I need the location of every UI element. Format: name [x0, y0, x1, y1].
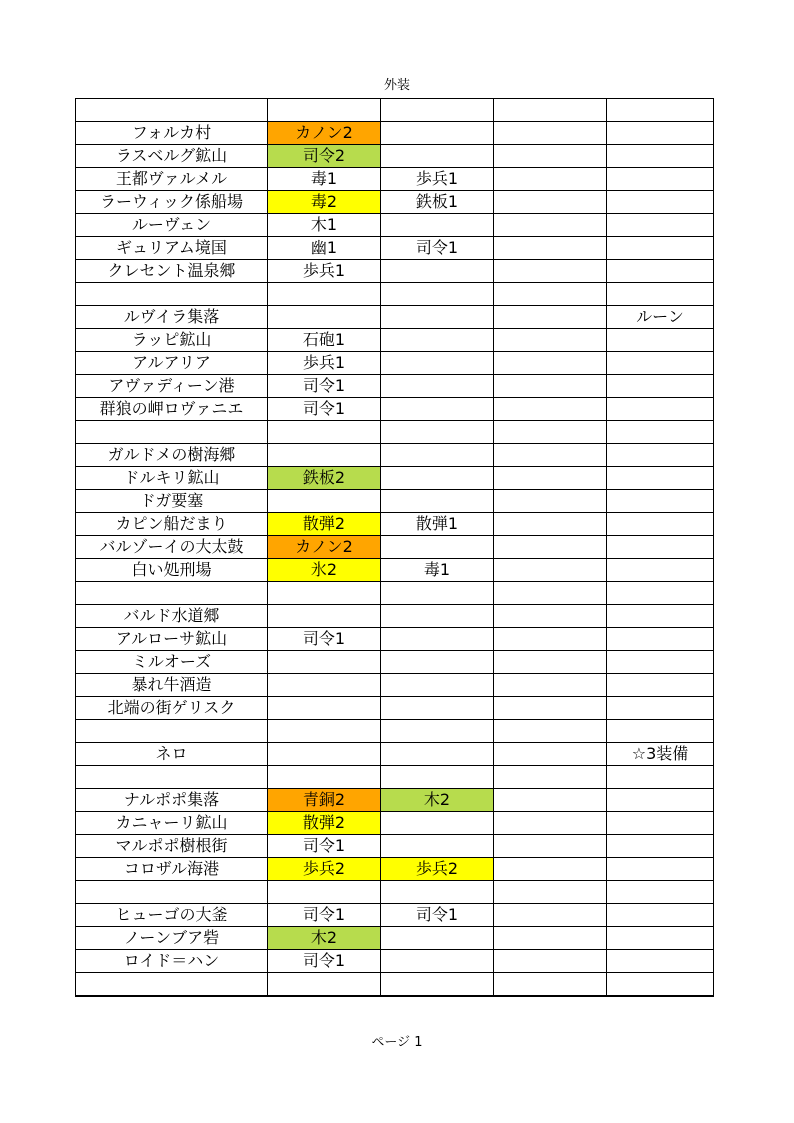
- material-cell-1[interactable]: [268, 743, 381, 766]
- location-cell[interactable]: ラッピ鉱山: [76, 329, 268, 352]
- material-cell-1[interactable]: [268, 444, 381, 467]
- location-cell[interactable]: コロザル海港: [76, 858, 268, 881]
- note-cell[interactable]: [607, 145, 714, 168]
- material-cell-2[interactable]: [381, 812, 494, 835]
- material-cell-1[interactable]: 氷2: [268, 559, 381, 582]
- material-cell-1[interactable]: 歩兵1: [268, 260, 381, 283]
- location-cell[interactable]: ギュリアム境国: [76, 237, 268, 260]
- note-cell[interactable]: [607, 605, 714, 628]
- material-cell-3[interactable]: [494, 352, 607, 375]
- material-cell-1[interactable]: [268, 674, 381, 697]
- note-cell[interactable]: [607, 651, 714, 674]
- table-row: [76, 559, 714, 582]
- table-row: [76, 536, 714, 559]
- note-cell[interactable]: [607, 490, 714, 513]
- location-cell[interactable]: ロイド＝ハン: [76, 950, 268, 973]
- table-row: [76, 237, 714, 260]
- material-cell-1[interactable]: [268, 881, 381, 904]
- material-cell-1[interactable]: 司令1: [268, 398, 381, 421]
- table-row: [76, 674, 714, 697]
- location-cell[interactable]: アヴァディーン港: [76, 375, 268, 398]
- material-cell-3[interactable]: [494, 812, 607, 835]
- location-cell[interactable]: [76, 99, 268, 122]
- material-cell-1[interactable]: 青銅2: [268, 789, 381, 812]
- material-cell-1[interactable]: 司令1: [268, 628, 381, 651]
- location-cell[interactable]: ルヴイラ集落: [76, 306, 268, 329]
- location-cell[interactable]: 王都ヴァルメル: [76, 168, 268, 191]
- material-cell-2[interactable]: [381, 444, 494, 467]
- table-row: [76, 444, 714, 467]
- material-cell-1[interactable]: 歩兵1: [268, 352, 381, 375]
- location-cell[interactable]: 暴れ牛酒造: [76, 674, 268, 697]
- material-cell-3[interactable]: [494, 651, 607, 674]
- location-cell[interactable]: クレセント温泉郷: [76, 260, 268, 283]
- material-cell-2[interactable]: [381, 536, 494, 559]
- note-cell[interactable]: [607, 168, 714, 191]
- material-cell-3[interactable]: [494, 536, 607, 559]
- location-cell[interactable]: [76, 720, 268, 743]
- material-cell-2[interactable]: [381, 674, 494, 697]
- note-cell[interactable]: [607, 352, 714, 375]
- note-cell[interactable]: [607, 513, 714, 536]
- note-cell[interactable]: [607, 881, 714, 904]
- material-cell-1[interactable]: [268, 605, 381, 628]
- material-cell-2[interactable]: [381, 927, 494, 950]
- material-cell-2[interactable]: [381, 605, 494, 628]
- note-cell[interactable]: ☆3装備: [607, 743, 714, 766]
- material-cell-2[interactable]: [381, 122, 494, 145]
- note-cell[interactable]: [607, 283, 714, 306]
- material-cell-3[interactable]: [494, 858, 607, 881]
- table-row: [76, 950, 714, 973]
- material-cell-1[interactable]: 司令1: [268, 375, 381, 398]
- note-cell[interactable]: [607, 444, 714, 467]
- table-row: [76, 628, 714, 651]
- table-row: [76, 352, 714, 375]
- page-footer: ページ 1: [371, 1035, 423, 1050]
- location-cell[interactable]: ルーヴェン: [76, 214, 268, 237]
- table-row: [76, 927, 714, 950]
- material-cell-1[interactable]: 幽1: [268, 237, 381, 260]
- material-cell-1[interactable]: 歩兵2: [268, 858, 381, 881]
- material-cell-2[interactable]: [381, 398, 494, 421]
- table-row: [76, 973, 714, 997]
- material-cell-3[interactable]: [494, 513, 607, 536]
- note-cell[interactable]: [607, 375, 714, 398]
- location-cell[interactable]: ミルオーズ: [76, 651, 268, 674]
- location-cell[interactable]: ネロ: [76, 743, 268, 766]
- material-cell-3[interactable]: [494, 973, 607, 997]
- note-cell[interactable]: [607, 858, 714, 881]
- material-cell-2[interactable]: [381, 283, 494, 306]
- material-cell-3[interactable]: [494, 237, 607, 260]
- material-cell-1[interactable]: 司令1: [268, 835, 381, 858]
- material-cell-1[interactable]: カノン2: [268, 536, 381, 559]
- material-cell-3[interactable]: [494, 444, 607, 467]
- location-cell[interactable]: 北端の街ゲリスク: [76, 697, 268, 720]
- material-cell-2[interactable]: [381, 306, 494, 329]
- note-cell[interactable]: [607, 467, 714, 490]
- note-cell[interactable]: [607, 766, 714, 789]
- note-cell[interactable]: [607, 697, 714, 720]
- location-cell[interactable]: ドルキリ鉱山: [76, 467, 268, 490]
- material-cell-1[interactable]: 鉄板2: [268, 467, 381, 490]
- note-cell[interactable]: [607, 674, 714, 697]
- location-cell[interactable]: [76, 421, 268, 444]
- note-cell[interactable]: [607, 628, 714, 651]
- material-cell-3[interactable]: [494, 168, 607, 191]
- material-cell-3[interactable]: [494, 306, 607, 329]
- table-row: [76, 835, 714, 858]
- table-row: [76, 398, 714, 421]
- material-cell-1[interactable]: [268, 283, 381, 306]
- table-row: [76, 881, 714, 904]
- table-row: [76, 283, 714, 306]
- material-cell-3[interactable]: [494, 467, 607, 490]
- material-cell-2[interactable]: [381, 145, 494, 168]
- spreadsheet-table: [75, 98, 714, 997]
- location-cell[interactable]: アルアリア: [76, 352, 268, 375]
- table-row: [76, 582, 714, 605]
- material-cell-1[interactable]: 散弾2: [268, 513, 381, 536]
- table-row: [76, 421, 714, 444]
- material-cell-3[interactable]: [494, 766, 607, 789]
- table-row: [76, 651, 714, 674]
- material-cell-3[interactable]: [494, 283, 607, 306]
- table-row: [76, 168, 714, 191]
- table-row: [76, 214, 714, 237]
- location-cell[interactable]: [76, 283, 268, 306]
- material-cell-2[interactable]: 歩兵1: [381, 168, 494, 191]
- note-cell[interactable]: [607, 950, 714, 973]
- material-cell-1[interactable]: 司令1: [268, 950, 381, 973]
- material-cell-2[interactable]: 歩兵2: [381, 858, 494, 881]
- material-cell-1[interactable]: 木2: [268, 927, 381, 950]
- location-cell[interactable]: 群狼の岬ロヴァニエ: [76, 398, 268, 421]
- material-cell-3[interactable]: [494, 582, 607, 605]
- table-row: [76, 858, 714, 881]
- location-cell[interactable]: ナルポポ集落: [76, 789, 268, 812]
- material-cell-2[interactable]: [381, 582, 494, 605]
- table-row: [76, 375, 714, 398]
- material-cell-3[interactable]: [494, 743, 607, 766]
- material-cell-2[interactable]: [381, 881, 494, 904]
- material-cell-3[interactable]: [494, 375, 607, 398]
- material-cell-1[interactable]: [268, 306, 381, 329]
- material-cell-1[interactable]: 石砲1: [268, 329, 381, 352]
- material-cell-1[interactable]: 司令1: [268, 904, 381, 927]
- note-cell[interactable]: [607, 421, 714, 444]
- material-cell-2[interactable]: [381, 260, 494, 283]
- material-cell-1[interactable]: [268, 421, 381, 444]
- material-cell-2[interactable]: [381, 743, 494, 766]
- note-cell[interactable]: [607, 214, 714, 237]
- material-cell-2[interactable]: 司令1: [381, 237, 494, 260]
- note-cell[interactable]: [607, 237, 714, 260]
- note-cell[interactable]: [607, 329, 714, 352]
- material-cell-3[interactable]: [494, 99, 607, 122]
- table-row: [76, 720, 714, 743]
- material-cell-1[interactable]: [268, 99, 381, 122]
- material-cell-2[interactable]: [381, 99, 494, 122]
- location-cell[interactable]: [76, 582, 268, 605]
- material-cell-1[interactable]: [268, 697, 381, 720]
- table-row: [76, 99, 714, 122]
- material-cell-3[interactable]: [494, 835, 607, 858]
- material-cell-3[interactable]: [494, 398, 607, 421]
- table-row: [76, 260, 714, 283]
- table-row: [76, 191, 714, 214]
- material-cell-3[interactable]: [494, 490, 607, 513]
- table-row: [76, 306, 714, 329]
- material-cell-2[interactable]: 木2: [381, 789, 494, 812]
- note-cell[interactable]: [607, 582, 714, 605]
- page-header: 外装: [383, 78, 410, 93]
- material-cell-2[interactable]: [381, 651, 494, 674]
- material-cell-1[interactable]: [268, 490, 381, 513]
- table-row: [76, 329, 714, 352]
- material-cell-2[interactable]: [381, 375, 494, 398]
- material-cell-1[interactable]: 散弾2: [268, 812, 381, 835]
- material-cell-3[interactable]: [494, 122, 607, 145]
- material-cell-2[interactable]: [381, 628, 494, 651]
- material-cell-3[interactable]: [494, 927, 607, 950]
- material-cell-3[interactable]: [494, 789, 607, 812]
- table-row: [76, 513, 714, 536]
- material-cell-2[interactable]: 毒1: [381, 559, 494, 582]
- note-cell[interactable]: [607, 559, 714, 582]
- note-cell[interactable]: [607, 720, 714, 743]
- location-cell[interactable]: [76, 973, 268, 997]
- note-cell[interactable]: [607, 789, 714, 812]
- material-cell-1[interactable]: [268, 720, 381, 743]
- location-cell[interactable]: ガルドメの樹海郷: [76, 444, 268, 467]
- material-cell-3[interactable]: [494, 881, 607, 904]
- table-row: [76, 743, 714, 766]
- note-cell[interactable]: [607, 835, 714, 858]
- material-cell-2[interactable]: [381, 214, 494, 237]
- note-cell[interactable]: [607, 927, 714, 950]
- material-cell-3[interactable]: [494, 559, 607, 582]
- table-body: [76, 99, 714, 997]
- material-cell-3[interactable]: [494, 260, 607, 283]
- note-cell[interactable]: [607, 260, 714, 283]
- location-cell[interactable]: ノーンブア砦: [76, 927, 268, 950]
- material-cell-1[interactable]: 毒2: [268, 191, 381, 214]
- table-row: [76, 789, 714, 812]
- material-cell-2[interactable]: [381, 352, 494, 375]
- note-cell[interactable]: [607, 904, 714, 927]
- location-cell[interactable]: フォルカ村: [76, 122, 268, 145]
- material-cell-1[interactable]: [268, 766, 381, 789]
- location-cell[interactable]: バルド水道郷: [76, 605, 268, 628]
- material-cell-3[interactable]: [494, 950, 607, 973]
- material-cell-1[interactable]: 司令2: [268, 145, 381, 168]
- location-cell[interactable]: ラスベルグ鉱山: [76, 145, 268, 168]
- table-row: [76, 904, 714, 927]
- material-cell-2[interactable]: 鉄板1: [381, 191, 494, 214]
- location-cell[interactable]: バルゾーイの大太鼓: [76, 536, 268, 559]
- material-cell-3[interactable]: [494, 628, 607, 651]
- material-cell-3[interactable]: [494, 214, 607, 237]
- location-cell[interactable]: ラーウィック係船場: [76, 191, 268, 214]
- material-cell-3[interactable]: [494, 674, 607, 697]
- material-cell-3[interactable]: [494, 904, 607, 927]
- note-cell[interactable]: [607, 973, 714, 997]
- table-row: [76, 605, 714, 628]
- material-cell-1[interactable]: 毒1: [268, 168, 381, 191]
- table-row: [76, 766, 714, 789]
- material-cell-1[interactable]: [268, 582, 381, 605]
- material-cell-3[interactable]: [494, 605, 607, 628]
- table-row: [76, 145, 714, 168]
- material-cell-3[interactable]: [494, 720, 607, 743]
- material-cell-1[interactable]: 木1: [268, 214, 381, 237]
- table-row: [76, 697, 714, 720]
- note-cell[interactable]: [607, 536, 714, 559]
- material-cell-3[interactable]: [494, 145, 607, 168]
- material-cell-1[interactable]: [268, 651, 381, 674]
- location-cell[interactable]: マルポポ樹根街: [76, 835, 268, 858]
- material-cell-2[interactable]: [381, 766, 494, 789]
- table-row: [76, 467, 714, 490]
- material-cell-2[interactable]: [381, 697, 494, 720]
- material-cell-2[interactable]: 司令1: [381, 904, 494, 927]
- material-cell-3[interactable]: [494, 421, 607, 444]
- note-cell[interactable]: [607, 191, 714, 214]
- material-cell-2[interactable]: [381, 973, 494, 997]
- material-cell-2[interactable]: [381, 421, 494, 444]
- material-cell-2[interactable]: [381, 467, 494, 490]
- location-cell[interactable]: [76, 766, 268, 789]
- material-cell-2[interactable]: [381, 950, 494, 973]
- location-cell[interactable]: ヒューゴの大釜: [76, 904, 268, 927]
- location-cell[interactable]: 白い処刑場: [76, 559, 268, 582]
- note-cell[interactable]: ルーン: [607, 306, 714, 329]
- material-cell-1[interactable]: [268, 973, 381, 997]
- material-cell-2[interactable]: [381, 835, 494, 858]
- material-cell-3[interactable]: [494, 697, 607, 720]
- location-cell[interactable]: [76, 881, 268, 904]
- material-cell-2[interactable]: [381, 490, 494, 513]
- table-row: [76, 122, 714, 145]
- note-cell[interactable]: [607, 122, 714, 145]
- location-cell[interactable]: ドガ要塞: [76, 490, 268, 513]
- material-cell-1[interactable]: カノン2: [268, 122, 381, 145]
- material-cell-3[interactable]: [494, 191, 607, 214]
- location-cell[interactable]: カニャーリ鉱山: [76, 812, 268, 835]
- material-cell-2[interactable]: [381, 329, 494, 352]
- location-cell[interactable]: カピン船だまり: [76, 513, 268, 536]
- note-cell[interactable]: [607, 812, 714, 835]
- material-cell-2[interactable]: [381, 720, 494, 743]
- table-row: [76, 490, 714, 513]
- note-cell[interactable]: [607, 99, 714, 122]
- note-cell[interactable]: [607, 398, 714, 421]
- location-cell[interactable]: アルローサ鉱山: [76, 628, 268, 651]
- material-cell-2[interactable]: 散弾1: [381, 513, 494, 536]
- table-row: [76, 812, 714, 835]
- material-cell-3[interactable]: [494, 329, 607, 352]
